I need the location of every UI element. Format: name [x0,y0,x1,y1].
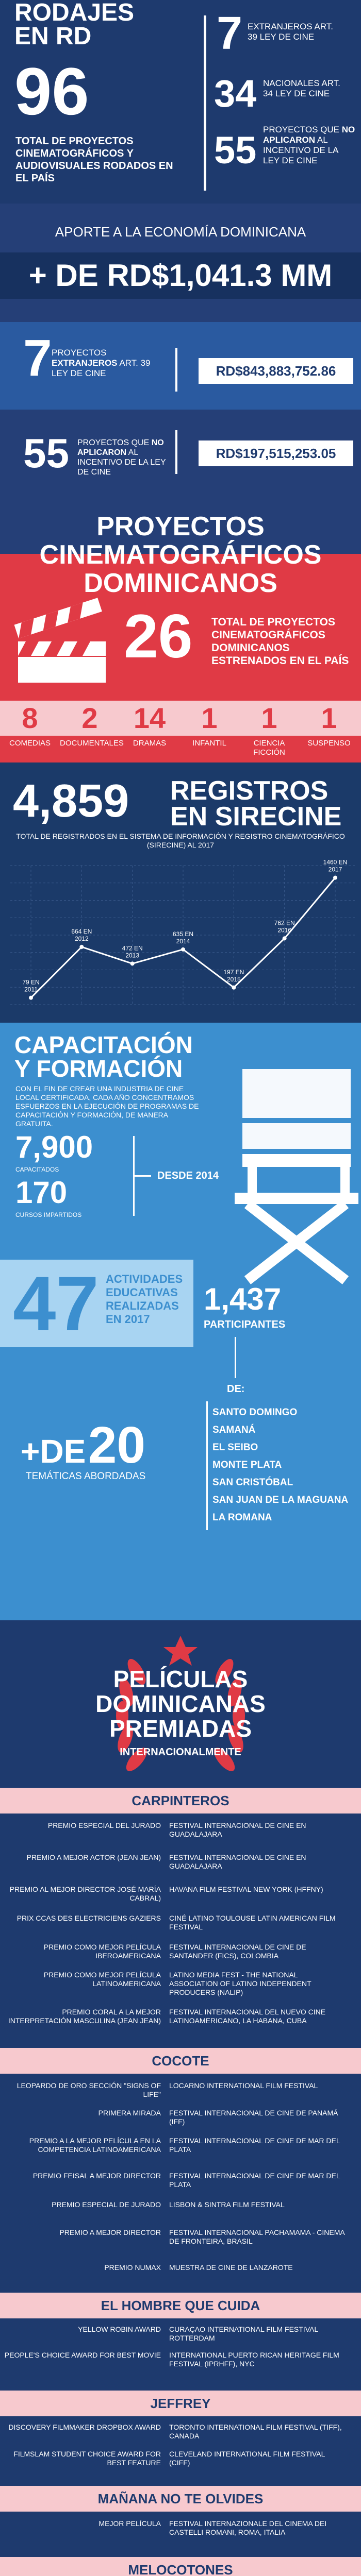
award-row [0,1971,361,2005]
economy-row-label-bold: EXTRANJEROS [52,358,118,368]
genre-item [0,701,60,748]
award-festival: FESTIVAL INTERNACIONAL DE CINE DE SANTANDER (FICS), COLOMBIA [169,1943,306,1960]
economy-row-num: 7 [23,329,52,387]
data-label: 472 EN [122,944,143,952]
projects-section [0,512,361,762]
genre-label: SUSPENSO [307,739,351,748]
award-name: LEOPARDO DE ORO SECCIÓN "SIGNS OF LIFE" [17,2081,161,2098]
sirecine-section [0,762,361,1023]
sirecine-title [170,776,342,832]
award-name: MEJOR PELÍCULA [99,2519,161,2528]
award-row [0,2137,361,2171]
awards-title-line2: DOMINICANAS [95,1690,266,1717]
award-name: FILMSLAM STUDENT CHOICE AWARD FOR BEST FEATURE [13,2450,161,2467]
award-festival: FESTIVAL INTERNACIONAL DEL NUEVO CINE LATINOAMERICANO, LA HABANA, CUBA [169,2008,326,2025]
award-name: PREMIO ESPECIAL DEL JURADO [47,1821,161,1829]
economy-row-label [77,438,170,477]
place-item: SAN CRISTÓBAL [212,1477,293,1488]
tick-label: 2016 [277,926,292,934]
training-title-line2: Y FORMACIÓN [14,1055,183,1082]
economy-row-label-pre: PROYECTOS QUE [77,438,150,447]
stat-label [263,125,356,166]
sirecine-total: 4,859 [13,775,129,827]
genre-num: 8 [22,702,38,734]
award-name: PEOPLE'S CHOICE AWARD FOR BEST MOVIE [4,2351,161,2359]
data-label: 79 EN [22,978,40,986]
rodajes-title-line2: EN RD [14,23,92,50]
award-name: PREMIO FEISAL A MEJOR DIRECTOR [32,2172,161,2180]
places-bracket [206,1401,208,1530]
stat-num: 55 [214,129,257,172]
director-chair-icon [227,1059,361,1285]
place-item: EL SEIBO [212,1442,258,1453]
award-row [0,2450,361,2484]
award-name: PREMIO COMO MEJOR PELÍCULA LATINOAMERICANA [43,1971,161,1988]
award-row [0,2008,361,2042]
award-festival: INTERNATIONAL PUERTO RICAN HERITAGE FILM FESTIVAL (IPRHFF), NYC [169,2351,339,2368]
projects-title-line1: PROYECTOS [96,512,265,541]
topics-prefix: +DE [21,1433,86,1470]
award-festival: TORONTO INTERNATIONAL FILM FESTIVAL (TIFF), CANADA [169,2423,342,2440]
economy-total-value: RD$1,041.3 MM [107,258,333,293]
award-name: PRIX CCAS DES ELECTRICIENS GAZIERS [17,1914,161,1922]
award-name: PREMIO NUMAX [104,2263,161,2272]
award-row [0,1821,361,1855]
topics-num: 20 [88,1416,145,1474]
stat-label-bold: NO APLICARON [263,125,355,145]
award-row [0,1853,361,1887]
tick-label: 2017 [328,866,342,873]
trained-num: 7,900 [15,1130,93,1164]
economy-row-label-post: ART. 39 LEY DE CINE [52,358,151,378]
data-point [130,961,135,965]
data-label: 762 EN [274,919,295,927]
rodajes-section [0,0,361,204]
award-row [0,2228,361,2262]
award-row [0,2519,361,2553]
connector [235,1337,236,1378]
training-section [0,1023,361,1620]
activities-num: 47 [13,1260,99,1347]
bracket [133,1175,151,1177]
training-title-line1: CAPACITACIÓN [14,1031,193,1058]
genre-item [299,701,359,748]
place-item: SAMANÁ [212,1425,256,1435]
award-row [0,2351,361,2385]
place-item: SANTO DOMINGO [212,1407,298,1418]
participants-label: PARTICIPANTES [204,1319,286,1330]
award-festival: LATINO MEDIA FEST - THE NATIONAL ASSOCIATION OF LATINO INDEPENDENT PRODUCERS (NALIP) [169,1971,311,1996]
rodajes-total: 96 [14,54,89,129]
stat-label: EXTRANJEROS ART. 39 LEY DE CINE [248,22,333,42]
economy-row-amount: RD$843,883,752.86 [199,358,353,384]
participants-num: 1,437 [204,1282,282,1316]
economy-title: APORTE A LA ECONOMÍA DOMINICANA [55,224,306,240]
awards-subtitle: INTERNACIONALMENTE [120,1747,241,1758]
genre-item [120,701,179,748]
places-list [212,1404,348,1527]
film-name: EL HOMBRE QUE CUIDA [0,2293,361,2318]
divider [175,348,177,392]
award-name: PREMIO A MEJOR ACTOR (JEAN JEAN) [26,1853,161,1861]
genre-label: DRAMAS [133,739,167,748]
award-festival: CINÉ LATINO TOULOUSE LATIN AMERICAN FILM FESTIVAL [169,1914,336,1931]
data-point [283,936,287,940]
data-label: 664 EN [71,927,92,935]
award-festival: FESTIVAL INTERNACIONAL DE CINE DE PANAMÁ (IFF) [169,2109,338,2126]
award-festival: FESTIVAL INTERNACIONAL DE CINE DE MAR DEL PLATA [169,2172,340,2189]
award-name: YELLOW ROBIN AWARD [78,2325,161,2333]
from-label: DE: [227,1383,245,1395]
activities-label: ACTIVIDADES EDUCATIVAS REALIZADAS EN 2017 [106,1273,183,1326]
award-festival: FESTIVAL INTERNACIONAL DE CINE EN GUADALAJARA [169,1853,306,1870]
sirecine-title-line2: EN SIRECINE [170,802,342,832]
awards-title-line1: PELÍCULAS [113,1666,248,1692]
genre-label: DOCUMENTALES [60,739,124,748]
registrations-chart [0,850,361,1023]
genre-label: COMEDIAS [9,739,51,748]
film-name: MELOCOTONES [0,2557,361,2576]
economy-section [0,204,361,554]
stat-label-pre: PROYECTOS QUE [263,125,339,134]
training-title [14,1033,193,1080]
courses-num: 170 [15,1175,68,1210]
courses-label: CURSOS IMPARTIDOS [15,1211,82,1218]
stat-label: NACIONALES ART. 34 LEY DE CINE [263,78,340,98]
awards-section [0,1620,361,2576]
economy-row-label [52,348,155,379]
projects-title [0,513,361,598]
award-festival: CURAÇAO INTERNATIONAL FILM FESTIVAL ROTTERDAM [169,2325,318,2342]
projects-total: 26 [124,602,193,671]
tick-label: 2013 [125,952,140,959]
training-since: DESDE 2014 [157,1170,219,1181]
economy-row-num: 55 [23,430,69,476]
place-item: MONTE PLATA [212,1460,282,1470]
projects-title-line3: DOMINICANOS [84,568,277,598]
award-festival: LISBON & SINTRA FILM FESTIVAL [169,2200,285,2209]
awards-title [0,1667,361,1741]
award-name: PREMIO CORAL A LA MEJOR INTERPRETACIÓN MASCULINA (JEAN JEAN) [8,2008,161,2025]
stat-num: 7 [217,8,243,59]
divider [175,430,177,474]
award-festival: FESTIVAL INTERNACIONAL DE CINE DE MAR DEL PLATA [169,2137,340,2154]
award-festival: LOCARNO INTERNATIONAL FILM FESTIVAL [169,2081,318,2090]
data-label: 1460 EN [323,858,348,866]
economy-total-prefix: + DE [28,258,99,293]
tick-label: 2011 [24,986,38,993]
award-name: PREMIO A MEJOR DIRECTOR [59,2228,161,2236]
award-name: PREMIO COMO MEJOR PELÍCULA IBEROAMERICANA [43,1943,161,1960]
award-festival: CLEVELAND INTERNATIONAL FILM FESTIVAL (CIFF) [169,2450,325,2467]
rodajes-total-desc: TOTAL DE PROYECTOS CINEMATOGRÁFICOS Y AUDIOVISUALES RODADOS EN EL PAÍS [15,135,173,184]
award-festival: HAVANA FILM FESTIVAL NEW YORK (HFFNY) [169,1885,323,1893]
awards-title-line3: PREMIADAS [109,1715,252,1742]
genre-label: INFANTIL [192,739,226,748]
place-item: SAN JUAN DE LA MAGUANA [212,1495,349,1505]
data-point [232,986,236,990]
stat-label-post: AL INCENTIVO DE LA LEY DE CINE [263,135,338,165]
film-name: JEFFREY [0,2391,361,2416]
economy-row-label-pre: PROYECTOS [52,348,107,358]
award-name: DISCOVERY FILMMAKER DROPBOX AWARD [8,2423,161,2431]
economy-row-label-post: AL INCENTIVO DE LA LEY DE CINE [77,448,166,477]
award-festival: MUESTRA DE CINE DE LANZAROTE [169,2263,293,2272]
award-name: PREMIO ESPECIAL DE JURADO [52,2200,161,2209]
rodajes-title [14,1,134,48]
rodajes-title-line1: RODAJES [14,0,135,26]
sirecine-title-line1: REGISTROS [170,776,329,806]
tick-label: 2012 [74,935,89,942]
data-point [29,996,33,1000]
genre-num: 14 [133,702,166,734]
clapperboard-icon [10,605,108,683]
award-festival: FESTIVAL INTERNAZIONALE DEL CINEMA DEI CASTELLI ROMANI, ROMA, ITALIA [169,2519,327,2536]
data-point [333,876,337,880]
data-label: 197 EN [223,968,244,976]
economy-row-label-bold: NO APLICARON [77,438,164,457]
sirecine-desc: TOTAL DE REGISTRADOS EN EL SISTEMA DE INFORMACIÓN Y REGISTRO CINEMATOGRÁFICO (SIRECINE) AL 2017 [16,832,345,849]
film-name: MAÑANA NO TE OLVIDES [0,2486,361,2512]
data-point [181,947,185,952]
economy-total [0,255,361,296]
film-name: CARPINTEROS [0,1788,361,1814]
genre-num: 1 [201,702,218,734]
economy-row-amount: RD$197,515,253.05 [199,440,353,466]
projects-title-line2: CINEMATOGRÁFICOS [39,540,322,570]
award-festival: FESTIVAL INTERNACIONAL DE CINE EN GUADALAJARA [169,1821,306,1838]
genre-num: 1 [321,702,337,734]
award-name: PREMIO AL MEJOR DIRECTOR JOSÉ MARÍA CABRAL) [9,1885,161,1902]
divider [204,15,206,191]
data-label: 635 EN [172,930,194,938]
trained-label: CAPACITADOS [15,1166,59,1173]
film-name: COCOTE [0,2048,361,2074]
genre-num: 1 [261,702,277,734]
genre-item [239,701,299,757]
training-desc: CON EL FIN DE CREAR UNA INDUSTRIA DE CINE LOCAL CERTIFICADA, CADA AÑO CONCENTRAMOS ESFUERZOS EN LA EJECUCIÓN DE PROGRAMAS DE CAPACITACIÓN Y FORMACIÓN, DE MANERA GRATUITA. [15,1084,199,1128]
genre-item [179,701,239,748]
place-item: LA ROMANA [212,1512,272,1523]
projects-total-desc: TOTAL DE PROYECTOS CINEMATOGRÁFICOS DOMINICANOS ESTRENADOS EN EL PAÍS [211,616,349,667]
tick-label: 2014 [176,937,190,945]
genre-item [60,701,124,748]
topics [21,1416,145,1477]
genres-row [0,701,361,762]
stat-num: 34 [214,72,257,115]
award-name: PRIMERA MIRADA [98,2109,161,2117]
award-name: PREMIO A LA MEJOR PELÍCULA EN LA COMPETENCIA LATINOAMERICANA [29,2137,161,2154]
award-festival: FESTIVAL INTERNACIONAL PACHAMAMA - CINEMA DE FRONTEIRA, BRASIL [169,2228,344,2245]
genre-label: CIENCIA FICCIÓN [253,739,285,757]
data-point [79,945,84,949]
topics-label: TEMÁTICAS ABORDADAS [26,1471,146,1482]
tick-label: 2015 [226,975,241,983]
genre-num: 2 [81,702,98,734]
